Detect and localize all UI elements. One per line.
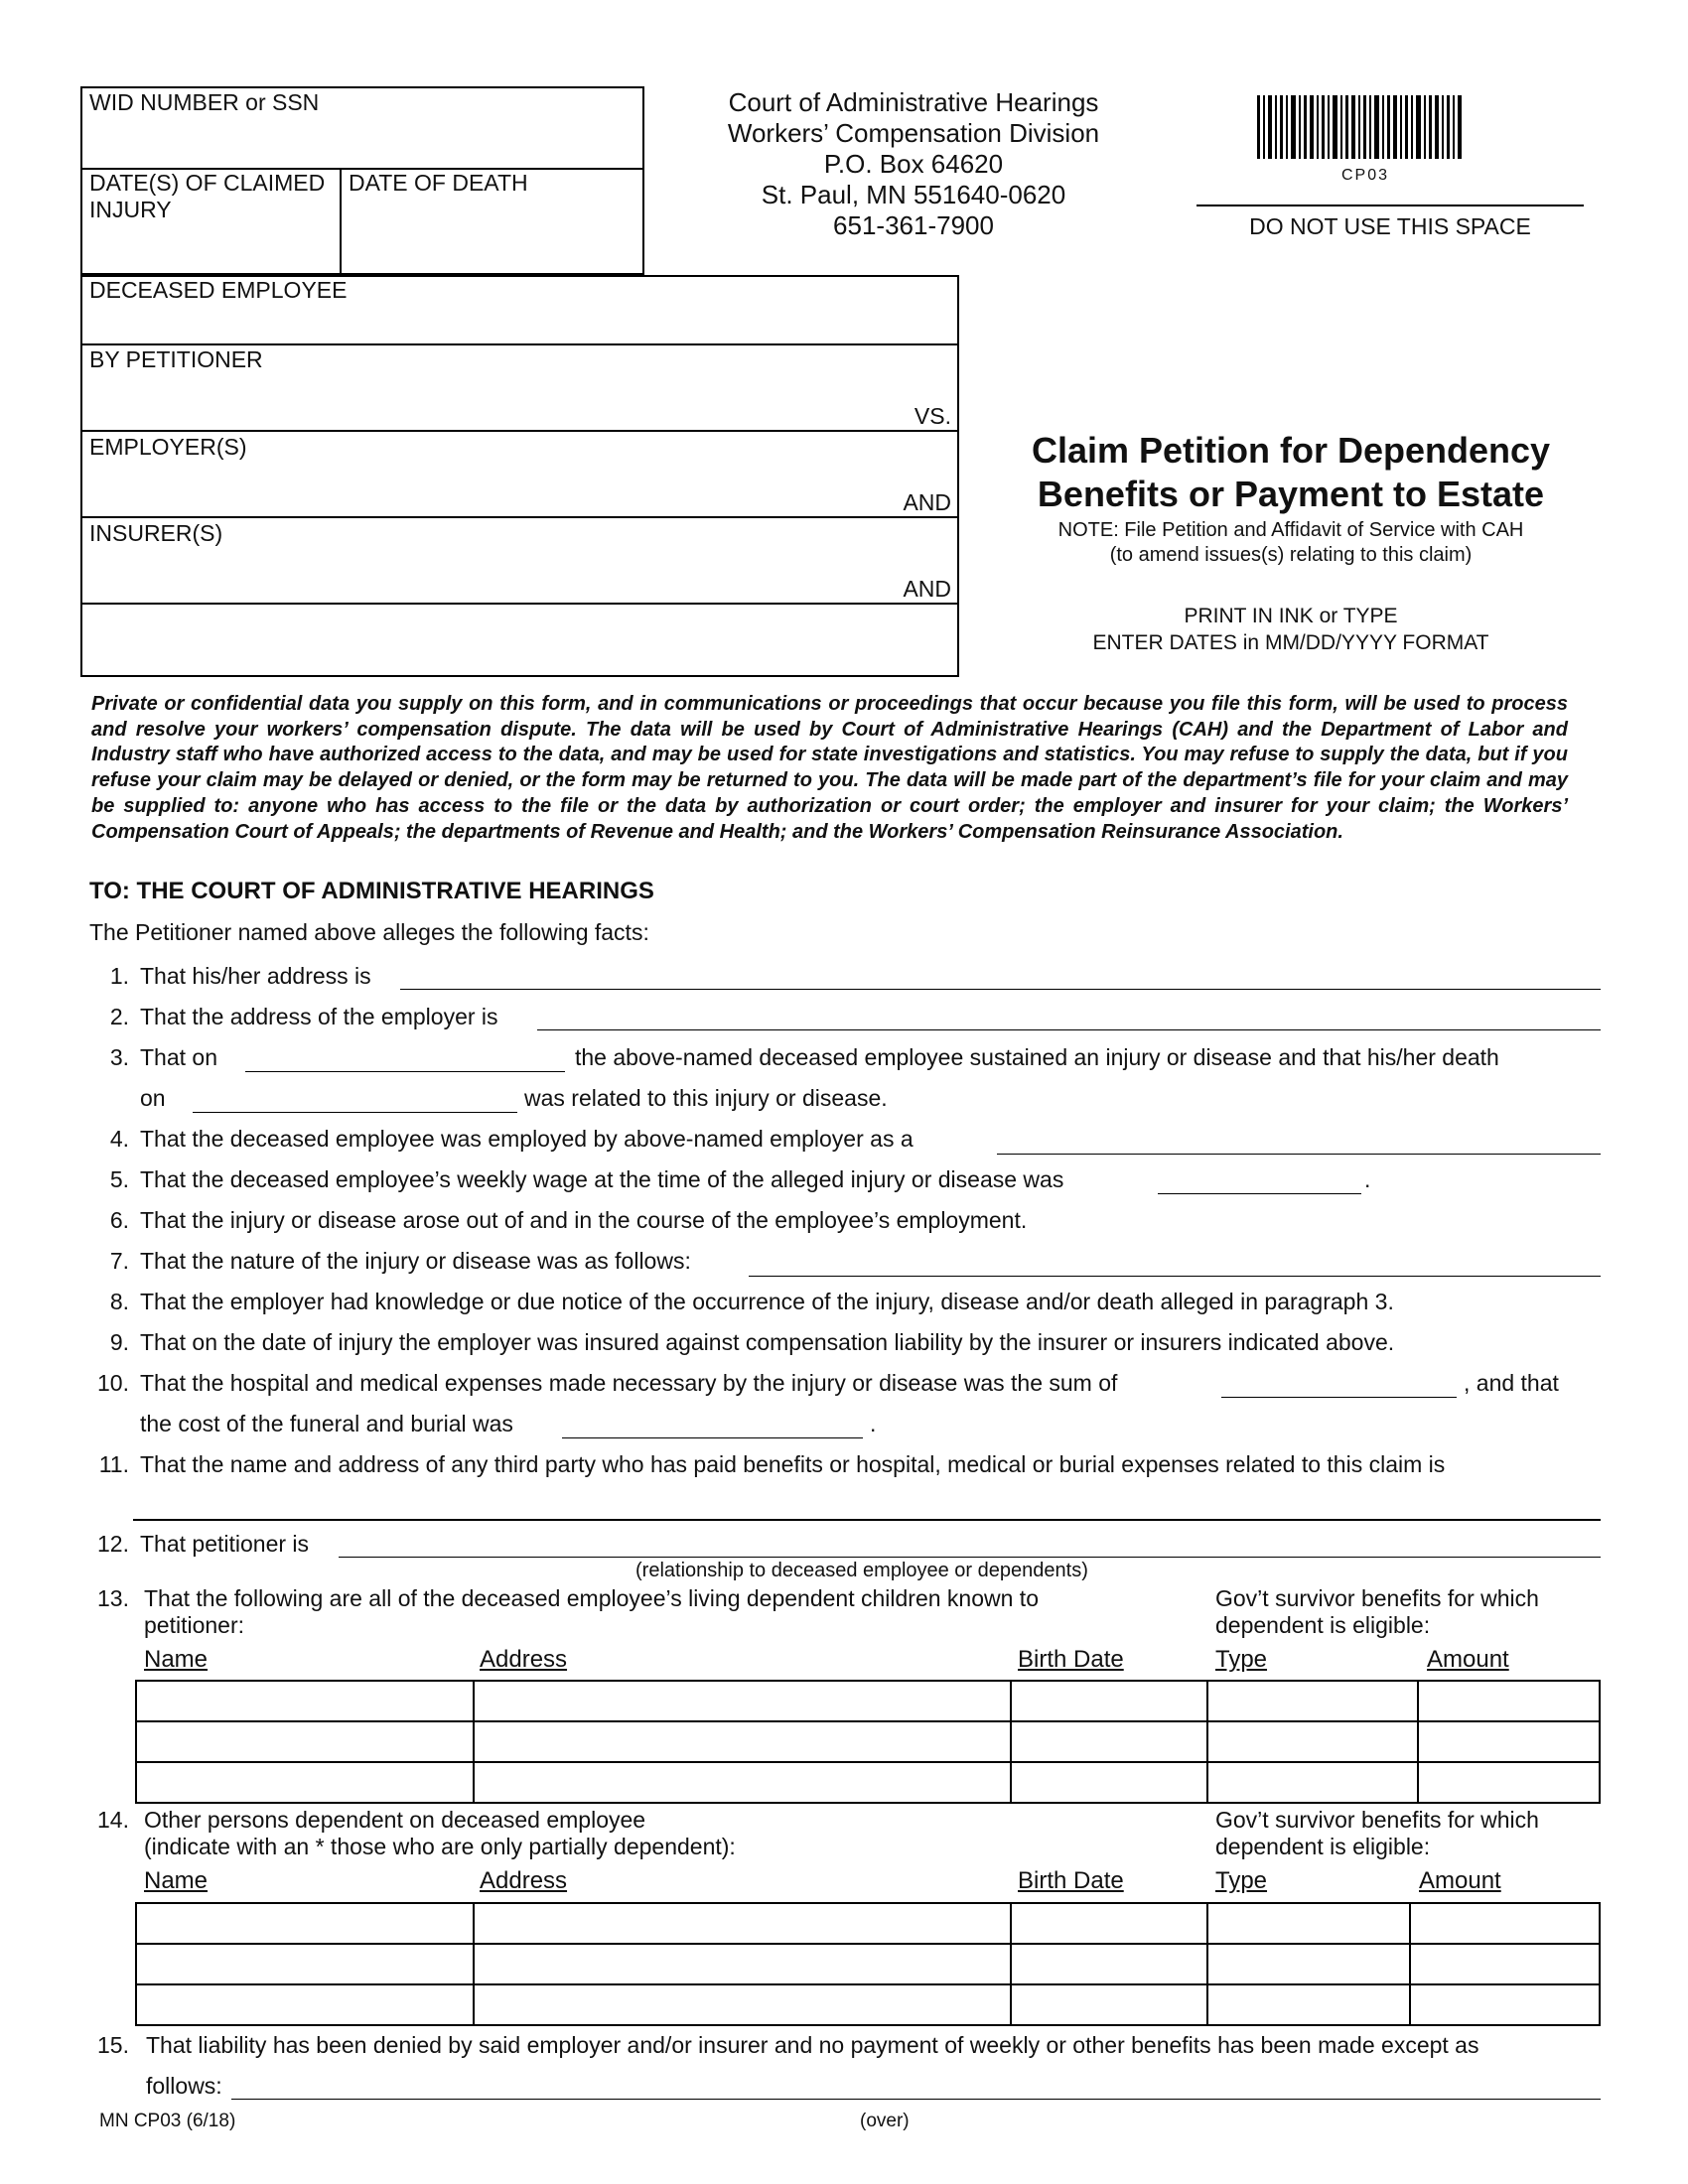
print-instructions — [978, 603, 1604, 656]
deceased-employee-field[interactable] — [83, 304, 955, 341]
gov-benefits-heading-line-2: dependent is eligible: — [1215, 1834, 1431, 1859]
type-cell[interactable] — [1207, 1762, 1419, 1803]
amount-cell[interactable] — [1410, 1944, 1600, 1984]
item-number: 8. — [109, 1289, 129, 1314]
form-id: MN CP03 (6/18) — [99, 2111, 236, 2131]
claimed-injury-date-label: DATE(S) OF CLAIMED INJURY — [89, 170, 326, 222]
date-of-death-field[interactable] — [344, 199, 641, 272]
barcode-code: CP03 — [1340, 167, 1390, 184]
item-15-text-a: That liability has been denied by said employer and/or insurer and no payment of weekly or other benefits has been made except as — [146, 2032, 1479, 2058]
item-7-text: That the nature of the injury or disease was as follows: — [140, 1248, 691, 1274]
item-14-text-a: Other persons dependent on deceased employee — [144, 1807, 646, 1833]
print-instructions-line-1: PRINT IN INK or TYPE — [1184, 605, 1398, 627]
table-row — [136, 1681, 1600, 1721]
item-12-text: That petitioner is — [140, 1531, 310, 1557]
table-row — [136, 1762, 1600, 1803]
type-cell[interactable] — [1207, 1721, 1419, 1762]
name-cell[interactable] — [136, 1984, 474, 2025]
birth-date-cell[interactable] — [1011, 1721, 1207, 1762]
death-date-field[interactable] — [193, 1112, 517, 1113]
item-3-text-b: the above-named deceased employee sustained an injury or disease and that his/her death — [575, 1044, 1499, 1070]
to-heading: TO: THE COURT OF ADMINISTRATIVE HEARINGS — [89, 878, 654, 904]
item-9-text: That on the date of injury the employer was insured against compensation liability by the insurer or insurers indicated above. — [140, 1329, 1395, 1355]
column-header-birth-date: Birth Date — [1018, 1867, 1124, 1894]
petitioner-field[interactable] — [83, 373, 878, 428]
injury-date-field[interactable] — [245, 1071, 565, 1072]
item-3-text-c: on — [140, 1085, 166, 1111]
third-party-field[interactable] — [133, 1519, 1601, 1521]
address-field[interactable] — [400, 989, 1601, 990]
additional-party-field[interactable] — [83, 606, 955, 674]
vs-label: VS. — [914, 403, 951, 429]
item-number: 7. — [109, 1248, 129, 1274]
court-address — [685, 87, 1142, 241]
claimed-injury-date-field[interactable] — [83, 224, 337, 272]
birth-date-cell[interactable] — [1011, 1903, 1207, 1944]
amount-cell[interactable] — [1418, 1762, 1600, 1803]
funeral-cost-field[interactable] — [562, 1437, 863, 1438]
item-number: 4. — [109, 1126, 129, 1152]
item-number: 6. — [109, 1207, 129, 1233]
divider — [1196, 205, 1584, 206]
other-dependents-table — [135, 1902, 1601, 2026]
amount-cell[interactable] — [1410, 1903, 1600, 1944]
item-14-text-b: (indicate with an * those who are only partially dependent): — [144, 1834, 736, 1859]
gov-benefits-heading-line-1: Gov’t survivor benefits for which — [1215, 1585, 1539, 1611]
type-cell[interactable] — [1207, 1681, 1419, 1721]
table-row — [136, 1903, 1600, 1944]
court-division: Workers’ Compensation Division — [727, 118, 1100, 148]
table-row — [136, 1721, 1600, 1762]
birth-date-cell[interactable] — [1011, 1944, 1207, 1984]
item-3-text-d: was related to this injury or disease. — [524, 1085, 888, 1111]
name-cell[interactable] — [136, 1721, 474, 1762]
form-title-line-1: Claim Petition for Dependency — [1031, 430, 1551, 471]
item-6-text: That the injury or disease arose out of and in the course of the employee’s employment. — [140, 1207, 1028, 1233]
column-header-address: Address — [480, 1646, 568, 1673]
wid-number-field[interactable] — [83, 117, 639, 165]
item-number: 9. — [109, 1329, 129, 1355]
item-5-text: That the deceased employee’s weekly wage at the time of the alleged injury or disease was — [140, 1166, 1064, 1192]
injury-nature-field[interactable] — [749, 1276, 1601, 1277]
item-4-text: That the deceased employee was employed by above-named employer as a — [140, 1126, 914, 1152]
item-10-text-a: That the hospital and medical expenses made necessary by the injury or disease was the sum of — [140, 1370, 1118, 1396]
item-8-text: That the employer had knowledge or due notice of the occurrence of the injury, disease and/or death alleged in paragraph 3. — [140, 1289, 1394, 1314]
item-1-text: That his/her address is — [140, 963, 371, 989]
item-2-text: That the address of the employer is — [140, 1004, 498, 1029]
filing-note-line-2: (to amend issues(s) relating to this claim) — [1109, 544, 1473, 566]
employer-address-field[interactable] — [537, 1029, 1601, 1030]
column-header-name: Name — [144, 1646, 209, 1673]
address-cell[interactable] — [474, 1721, 1011, 1762]
divider — [80, 430, 959, 432]
address-cell[interactable] — [474, 1944, 1011, 1984]
item-number: 14. — [97, 1807, 129, 1833]
item-number: 3. — [109, 1044, 129, 1070]
item-number: 2. — [109, 1004, 129, 1029]
item-10-text-c: the cost of the funeral and burial was — [140, 1411, 513, 1436]
occupation-field[interactable] — [997, 1154, 1601, 1155]
column-header-birth-date: Birth Date — [1018, 1646, 1124, 1673]
table-row — [136, 1984, 1600, 2025]
address-cell[interactable] — [474, 1984, 1011, 2025]
item-number: 13. — [97, 1585, 129, 1611]
type-cell[interactable] — [1207, 1903, 1411, 1944]
court-po-box: P.O. Box 64620 — [823, 149, 1004, 179]
gov-benefits-heading-line-1: Gov’t survivor benefits for which — [1215, 1807, 1539, 1833]
item-5-period: . — [1364, 1166, 1371, 1192]
date-of-death-label: DATE OF DEATH — [349, 170, 528, 196]
relationship-field[interactable] — [339, 1557, 1601, 1558]
birth-date-cell[interactable] — [1011, 1762, 1207, 1803]
name-cell[interactable] — [136, 1903, 474, 1944]
do-not-use-note: DO NOT USE THIS SPACE — [1249, 213, 1531, 239]
item-number: 10. — [97, 1370, 129, 1396]
birth-date-cell[interactable] — [1011, 1681, 1207, 1721]
court-city: St. Paul, MN 551640-0620 — [761, 180, 1066, 209]
amount-cell[interactable] — [1418, 1681, 1600, 1721]
petitioner-label: BY PETITIONER — [89, 346, 263, 372]
item-number: 11. — [98, 1451, 129, 1477]
amount-cell[interactable] — [1418, 1721, 1600, 1762]
medical-expenses-field[interactable] — [1221, 1397, 1457, 1398]
column-header-type: Type — [1215, 1646, 1268, 1673]
type-cell[interactable] — [1207, 1944, 1411, 1984]
liability-exceptions-field[interactable] — [231, 2099, 1601, 2100]
column-header-amount: Amount — [1419, 1867, 1501, 1894]
privacy-notice: Private or confidential data you supply on this form, and in communications or proceedings that occur because you file this form, will be used to process and resolve your workers’ compensation dispute. The data will be used by Court of Administrative Hearings (CAH) and the Department of Labor and Industry staff who have authorized access to the data, and may be used for state investigations and statistics. You may refuse to supply the data, but if you refuse your claim may be delayed or denied, or the form may be returned to you. The data will be made part of the department’s file for your claim and may be supplied to: anyone who has access to the file or the data by authorization or court order; the employer and insurer for your claim; the Workers’ Compensation Court of Appeals; the departments of Revenue and Health; and the Workers’ Compensation Reinsurance Association. — [91, 693, 1568, 843]
item-13-text-b: petitioner: — [144, 1612, 245, 1638]
item-15-text-b: follows: — [146, 2073, 222, 2099]
table-row — [136, 1944, 1600, 1984]
item-number: 15. — [97, 2032, 129, 2058]
employer-field[interactable] — [83, 461, 878, 514]
type-cell[interactable] — [1207, 1984, 1411, 2025]
divider — [340, 168, 342, 275]
weekly-wage-field[interactable] — [1158, 1193, 1361, 1194]
amount-cell[interactable] — [1410, 1984, 1600, 2025]
court-phone: 651-361-7900 — [833, 210, 994, 240]
filing-note-line-1: NOTE: File Petition and Affidavit of Service with CAH — [1057, 519, 1524, 541]
address-cell[interactable] — [474, 1681, 1011, 1721]
name-cell[interactable] — [136, 1944, 474, 1984]
item-13-text-a: That the following are all of the deceased employee’s living dependent children known to — [144, 1585, 1039, 1611]
column-header-name: Name — [144, 1867, 209, 1894]
print-instructions-line-2: ENTER DATES in MM/DD/YYYY FORMAT — [1092, 631, 1489, 654]
insurer-field[interactable] — [83, 547, 878, 601]
address-cell[interactable] — [474, 1903, 1011, 1944]
and-label-2: AND — [903, 576, 951, 602]
form-title-line-2: Benefits or Payment to Estate — [1037, 474, 1545, 514]
relationship-note: (relationship to deceased employee or dependents) — [635, 1560, 1088, 1581]
employer-label: EMPLOYER(S) — [89, 434, 247, 460]
gov-benefits-heading-line-2: dependent is eligible: — [1215, 1612, 1431, 1638]
item-10-text-b: , and that — [1464, 1370, 1559, 1396]
intro-text: The Petitioner named above alleges the following facts: — [89, 919, 649, 945]
item-number: 12. — [97, 1531, 129, 1557]
insurer-label: INSURER(S) — [89, 520, 223, 546]
item-number: 5. — [109, 1166, 129, 1192]
item-11-text: That the name and address of any third party who has paid benefits or hospital, medical or burial expenses related to this claim is — [140, 1451, 1446, 1477]
court-name: Court of Administrative Hearings — [728, 87, 1099, 117]
item-3-text-a: That on — [140, 1044, 217, 1070]
and-label-1: AND — [903, 489, 951, 515]
filing-note — [978, 518, 1604, 568]
barcode-image — [1257, 95, 1466, 173]
divider — [80, 603, 959, 605]
divider — [80, 343, 959, 345]
wid-number-label: WID NUMBER or SSN — [89, 89, 320, 115]
divider — [80, 516, 959, 518]
column-header-type: Type — [1215, 1867, 1268, 1894]
birth-date-cell[interactable] — [1011, 1984, 1207, 2025]
column-header-amount: Amount — [1427, 1646, 1509, 1673]
over-note: (over) — [860, 2111, 910, 2131]
column-header-address: Address — [480, 1867, 568, 1894]
name-cell[interactable] — [136, 1762, 474, 1803]
item-number: 1. — [109, 963, 129, 989]
dependent-children-table — [135, 1680, 1601, 1804]
deceased-employee-label: DECEASED EMPLOYEE — [89, 277, 348, 303]
name-cell[interactable] — [136, 1681, 474, 1721]
address-cell[interactable] — [474, 1762, 1011, 1803]
item-10-period: . — [870, 1411, 877, 1436]
form-title — [978, 429, 1604, 516]
